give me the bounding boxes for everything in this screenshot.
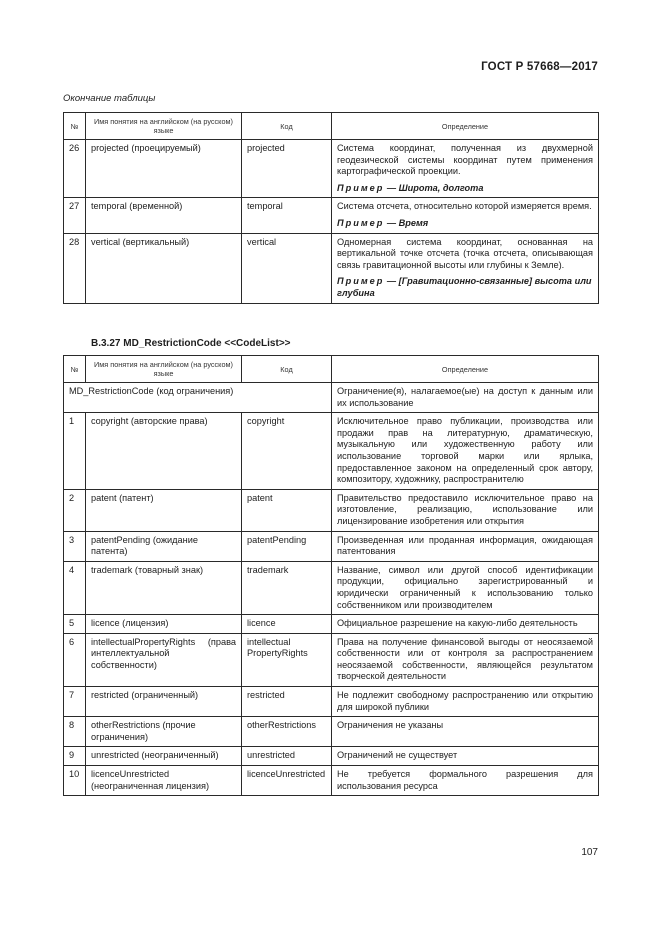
codes-table-continuation	[63, 112, 599, 304]
row-num: 26	[64, 140, 86, 198]
header-code: Код	[242, 356, 332, 383]
row-definition: Произведенная или проданная информация, ожидающая патентования	[332, 531, 599, 561]
example-text: Широта, долгота	[398, 182, 484, 193]
row-definition	[332, 233, 599, 303]
row-name: unrestricted (неограниченный)	[86, 747, 242, 766]
row-name: copyright (авторские права)	[86, 413, 242, 490]
class-name: MD_RestrictionCode (код ограничения)	[64, 383, 332, 413]
row-name: otherRestrictions (прочие ограничения)	[86, 717, 242, 747]
row-name: patentPending (ожидание патента)	[86, 531, 242, 561]
row-code: intellectual PropertyRights	[242, 633, 332, 686]
row-name: restricted (ограниченный)	[86, 687, 242, 717]
row-name: trademark (товарный знак)	[86, 561, 242, 614]
table-row	[64, 413, 599, 490]
page-number: 107	[581, 847, 598, 858]
table-row	[64, 489, 599, 531]
row-num: 3	[64, 531, 86, 561]
row-definition: Официальное разрешение на какую-либо деятельность	[332, 615, 599, 634]
row-definition: Не подлежит свободному распространению или открытию для широкой публики	[332, 687, 599, 717]
row-definition	[332, 198, 599, 233]
table-row	[64, 747, 599, 766]
row-definition: Не требуется формального разрешения для использования ресурса	[332, 766, 599, 796]
row-code: temporal	[242, 198, 332, 233]
header-definition: Определение	[332, 356, 599, 383]
row-num: 8	[64, 717, 86, 747]
table-row	[64, 531, 599, 561]
row-code: unrestricted	[242, 747, 332, 766]
table-row	[64, 198, 599, 233]
row-num: 28	[64, 233, 86, 303]
row-definition: Права на получение финансовой выгоды от неосязаемой собственности или от контроля за распространением неосязаемой собственности, являющейся результатом творческой деятельности	[332, 633, 599, 686]
row-name: intellectualPropertyRights (права интеллектуальной собственности)	[86, 633, 242, 686]
row-name: licenceUnrestricted (неограниченная лицензия)	[86, 766, 242, 796]
row-name: vertical (вертикальный)	[86, 233, 242, 303]
row-num: 2	[64, 489, 86, 531]
example-label: Пример	[337, 182, 385, 193]
table-row	[64, 561, 599, 614]
example-label: Пример	[337, 276, 385, 287]
row-name: projected (проецируемый)	[86, 140, 242, 198]
header-num: №	[64, 356, 86, 383]
row-definition: Ограничений не существует	[332, 747, 599, 766]
row-num: 9	[64, 747, 86, 766]
definition-text: Одномерная система координат, основанная на вертикальной точке отсчета (точка отсчета, описывающая связь гравитационной высоты или глубины к Земле).	[337, 236, 593, 270]
row-name: temporal (временной)	[86, 198, 242, 233]
row-code: patent	[242, 489, 332, 531]
row-num: 10	[64, 766, 86, 796]
class-row	[64, 383, 599, 413]
row-definition: Исключительное право публикации, производства или продажи прав на литературную, драматическую, музыкальную или художественную работу или использование торговой марки или ярлыка, предоставленное законом на определенный срок автору, композитору, художнику, распространителю	[332, 413, 599, 490]
example-line: Пример — [Гравитационно-связанные] высота или глубина	[337, 276, 592, 298]
class-definition: Ограничение(я), налагаемое(ые) на доступ к данным или их использование	[332, 383, 599, 413]
definition-text: Система отсчета, относительно которой измеряется время.	[337, 201, 592, 212]
row-num: 1	[64, 413, 86, 490]
continuation-caption: Окончание таблицы	[63, 93, 156, 104]
example-line: Пример — Широта, долгота	[337, 182, 484, 193]
row-code: restricted	[242, 687, 332, 717]
row-code: patentPending	[242, 531, 332, 561]
table-row	[64, 687, 599, 717]
definition-text: Система координат, полученная из двухмерной геодезической системы координат путем применения картографической проекции.	[337, 143, 593, 177]
row-code: licenceUnrestricted	[242, 766, 332, 796]
section-title: В.3.27 MD_RestrictionCode <<CodeList>>	[91, 338, 291, 349]
row-num: 27	[64, 198, 86, 233]
table-row	[64, 233, 599, 303]
row-num: 7	[64, 687, 86, 717]
row-code: otherRestrictions	[242, 717, 332, 747]
row-definition: Правительство предоставило исключительное право на изготовление, реализацию, использование или лицензирование изобретения или открытия	[332, 489, 599, 531]
header-code: Код	[242, 113, 332, 140]
row-name: patent (патент)	[86, 489, 242, 531]
row-num: 4	[64, 561, 86, 614]
row-name: licence (лицензия)	[86, 615, 242, 634]
row-code: vertical	[242, 233, 332, 303]
row-num: 5	[64, 615, 86, 634]
table-row	[64, 615, 599, 634]
header-name: Имя понятия на английском (на русском) языке	[86, 356, 242, 383]
table-header-row	[64, 113, 599, 140]
row-num: 6	[64, 633, 86, 686]
row-code: trademark	[242, 561, 332, 614]
example-label: Пример	[337, 217, 385, 228]
header-definition: Определение	[332, 113, 599, 140]
row-code: projected	[242, 140, 332, 198]
row-definition: Ограничения не указаны	[332, 717, 599, 747]
example-text: Время	[398, 217, 429, 228]
header-num: №	[64, 113, 86, 140]
row-definition: Название, символ или другой способ идентификации продукции, официально зарегистрированный и юридически ограниченный к использованию только собственником или производителем	[332, 561, 599, 614]
row-code: licence	[242, 615, 332, 634]
table-row	[64, 766, 599, 796]
row-code: copyright	[242, 413, 332, 490]
table-row	[64, 717, 599, 747]
table-header-row	[64, 356, 599, 383]
table-row	[64, 140, 599, 198]
table-row	[64, 633, 599, 686]
example-line: Пример — Время	[337, 217, 429, 228]
example-text: [Гравитационно-связанные] высота или глубина	[337, 276, 592, 298]
standard-id-header: ГОСТ Р 57668—2017	[481, 61, 598, 73]
row-definition	[332, 140, 599, 198]
restriction-code-table	[63, 355, 599, 796]
header-name: Имя понятия на английском (на русском) языке	[86, 113, 242, 140]
